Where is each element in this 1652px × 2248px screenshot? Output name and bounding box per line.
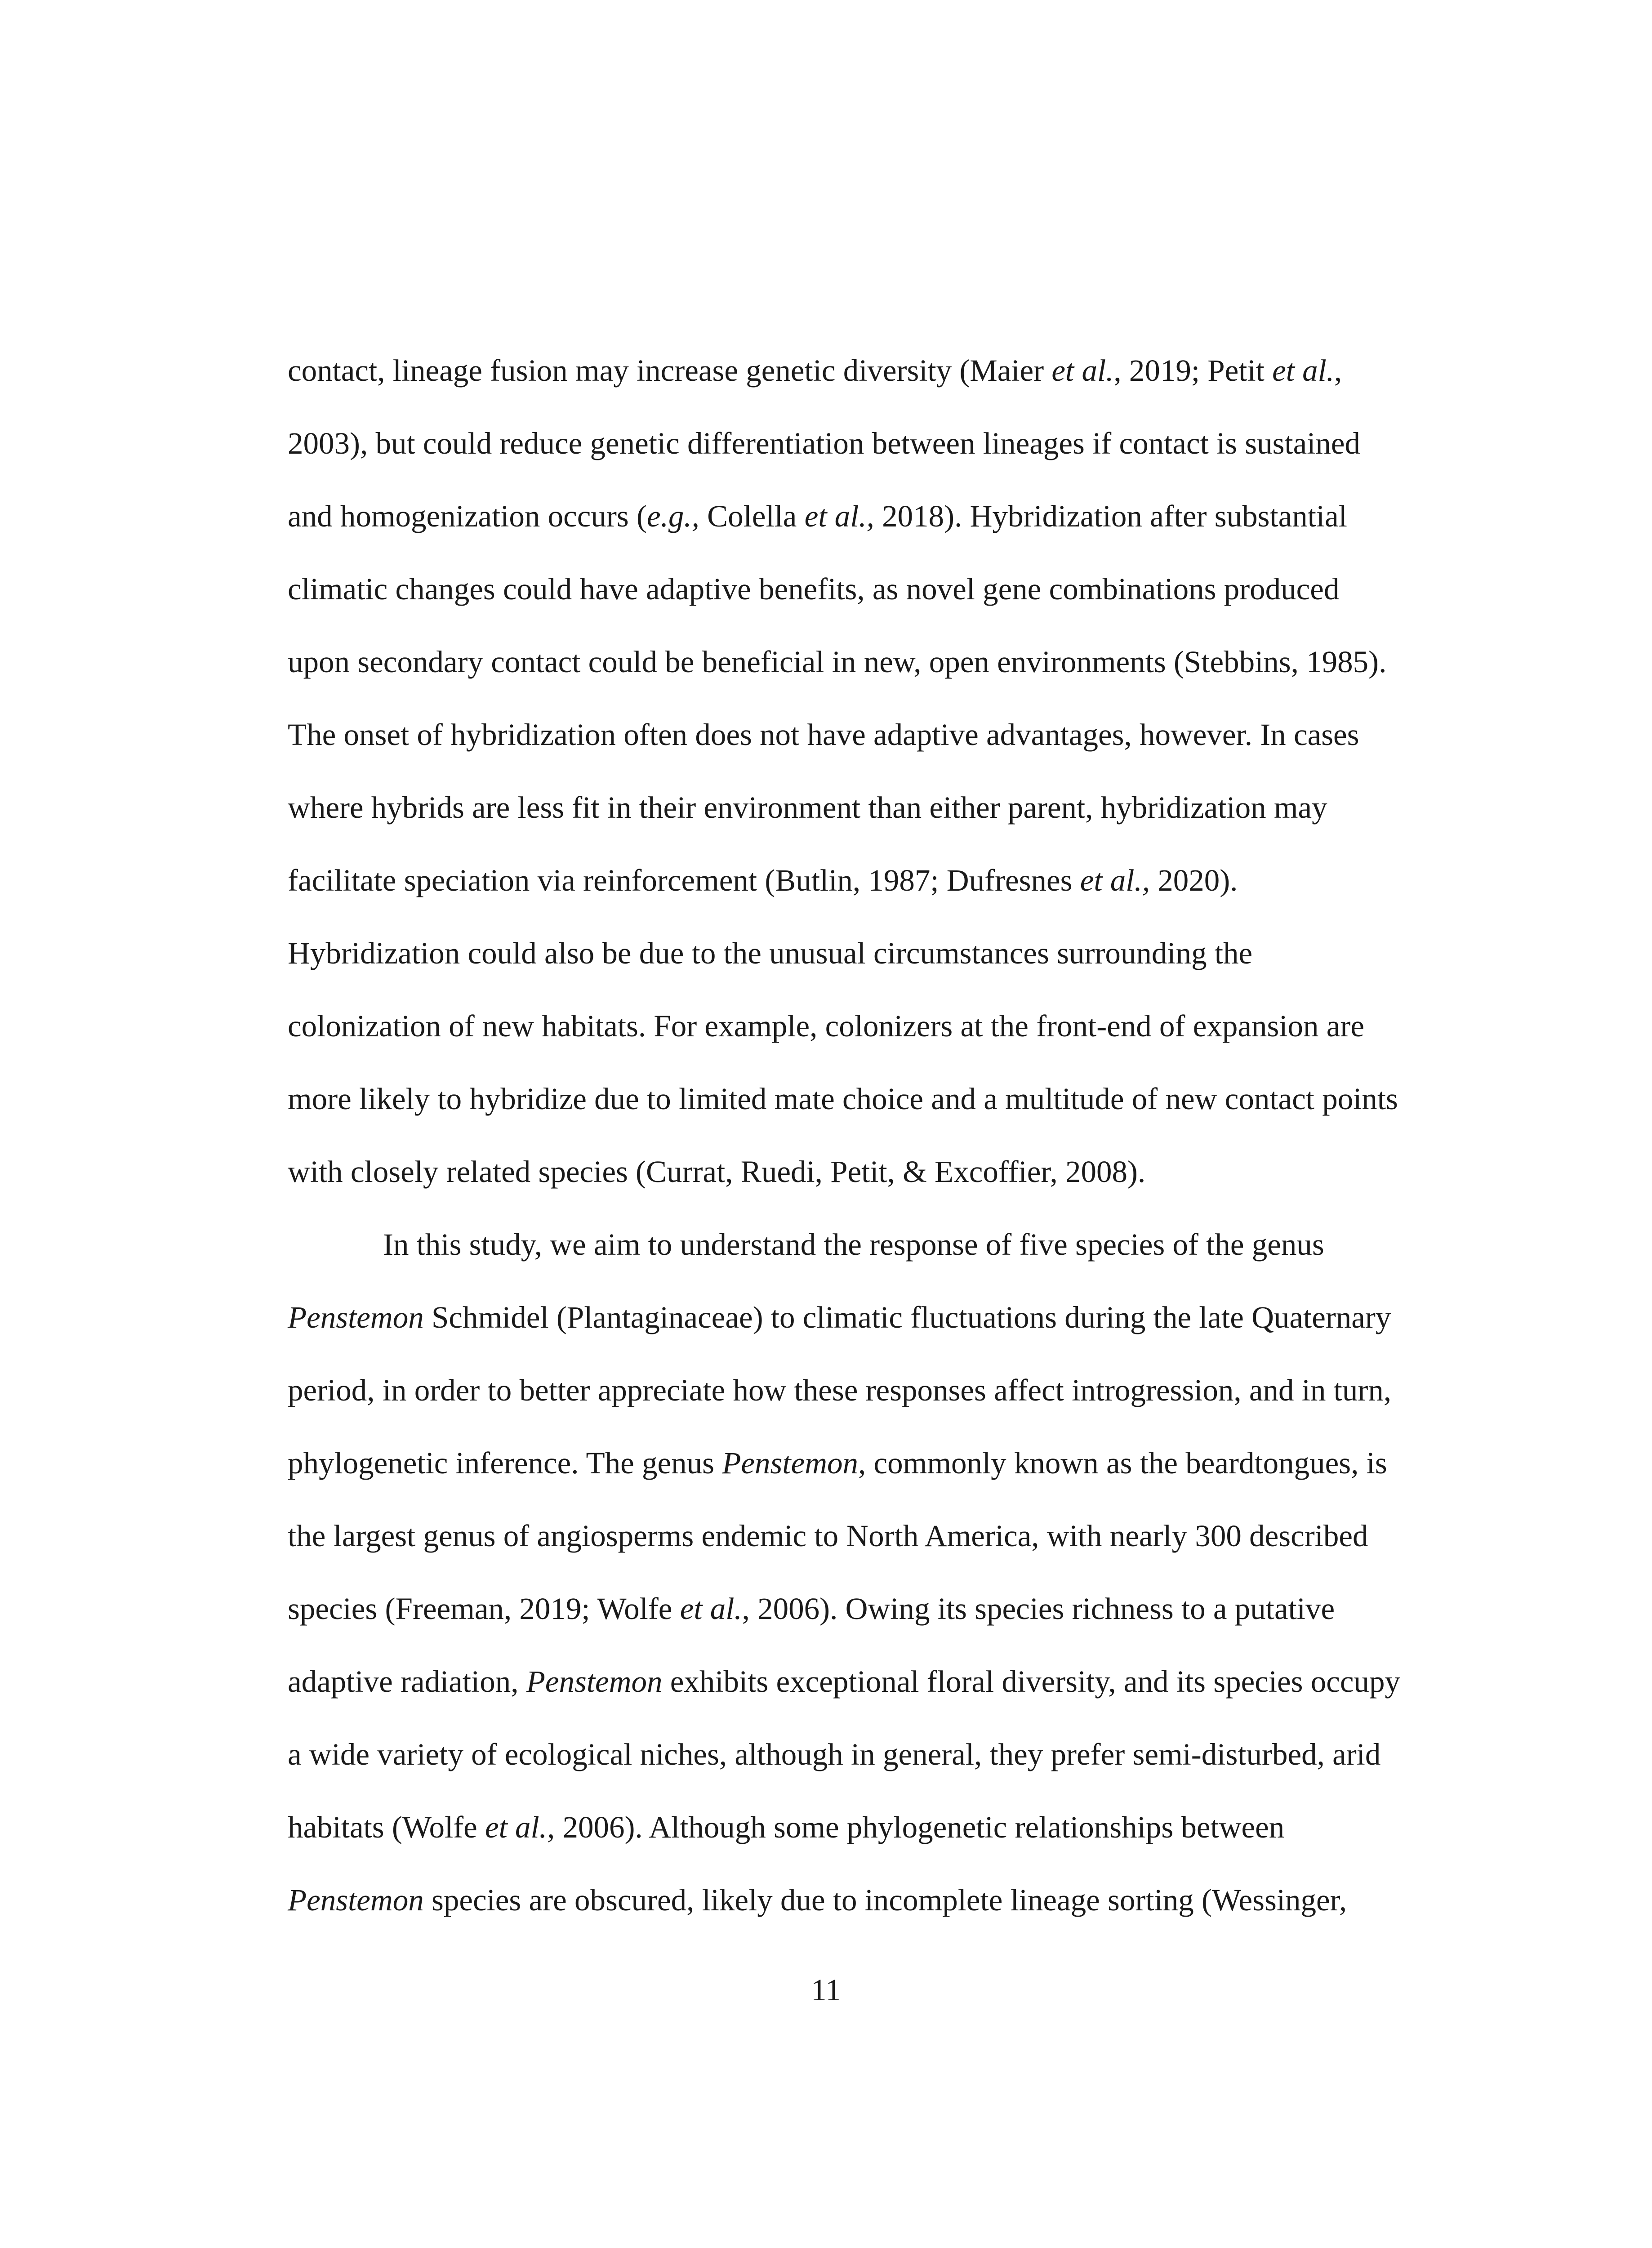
italic-term: Penstemon: [288, 1300, 424, 1334]
text-line: upon secondary contact could be beneficial in new, open environments (Stebbins, 1985).: [288, 645, 1387, 679]
text-line: Penstemon Schmidel (Plantaginaceae) to climatic fluctuations during the late Quaternary: [288, 1300, 1391, 1334]
text-line: 2003), but could reduce genetic differentiation between lineages if contact is sustained: [288, 426, 1361, 460]
text-line: The onset of hybridization often does not have adaptive advantages, however. In cases: [288, 718, 1359, 752]
italic-term: Penstemon: [288, 1883, 424, 1917]
text-line: phylogenetic inference. The genus Penstemon, commonly known as the beardtongues, is: [288, 1446, 1387, 1480]
text-line: colonization of new habitats. For example, colonizers at the front-end of expansion are: [288, 1009, 1365, 1043]
text-line: adaptive radiation, Penstemon exhibits exceptional floral diversity, and its species occupy: [288, 1664, 1400, 1699]
text-line: Hybridization could also be due to the unusual circumstances surrounding the: [288, 936, 1253, 970]
text-line: where hybrids are less fit in their environment than either parent, hybridization may: [288, 790, 1327, 825]
text-line: with closely related species (Currat, Ruedi, Petit, & Excoffier, 2008).: [288, 1155, 1146, 1189]
text-line: Penstemon species are obscured, likely due to incomplete lineage sorting (Wessinger,: [288, 1883, 1347, 1917]
text-line: species (Freeman, 2019; Wolfe et al., 2006). Owing its species richness to a putative: [288, 1592, 1335, 1626]
italic-term: et al.: [680, 1592, 742, 1626]
text-line: the largest genus of angiosperms endemic to North America, with nearly 300 described: [288, 1519, 1368, 1553]
text-line: period, in order to better appreciate how these responses affect introgression, and in turn,: [288, 1373, 1392, 1407]
text-line: contact, lineage fusion may increase genetic diversity (Maier et al., 2019; Petit et al.,: [288, 353, 1342, 388]
text-line: a wide variety of ecological niches, although in general, they prefer semi-disturbed, arid: [288, 1737, 1381, 1771]
italic-term: Penstemon: [722, 1446, 859, 1480]
page-number: 11: [811, 1973, 841, 2007]
italic-term: e.g.,: [647, 499, 699, 533]
text-line: climatic changes could have adaptive benefits, as novel gene combinations produced: [288, 572, 1340, 606]
italic-term: et al.: [1272, 353, 1335, 388]
italic-term: et al.: [1051, 353, 1114, 388]
italic-term: et al.: [485, 1810, 547, 1844]
italic-term: Penstemon: [526, 1664, 663, 1699]
italic-term: et al.,: [1080, 863, 1150, 897]
text-line: more likely to hybridize due to limited mate choice and a multitude of new contact points: [288, 1082, 1398, 1116]
italic-term: et al.,: [804, 499, 874, 533]
text-line: facilitate speciation via reinforcement (Butlin, 1987; Dufresnes et al., 2020).: [288, 863, 1238, 897]
paragraph-first-line: In this study, we aim to understand the response of five species of the genus: [383, 1227, 1324, 1262]
text-line: habitats (Wolfe et al., 2006). Although some phylogenetic relationships between: [288, 1810, 1285, 1844]
text-line: and homogenization occurs (e.g., Colella et al., 2018). Hybridization after substantial: [288, 499, 1347, 533]
